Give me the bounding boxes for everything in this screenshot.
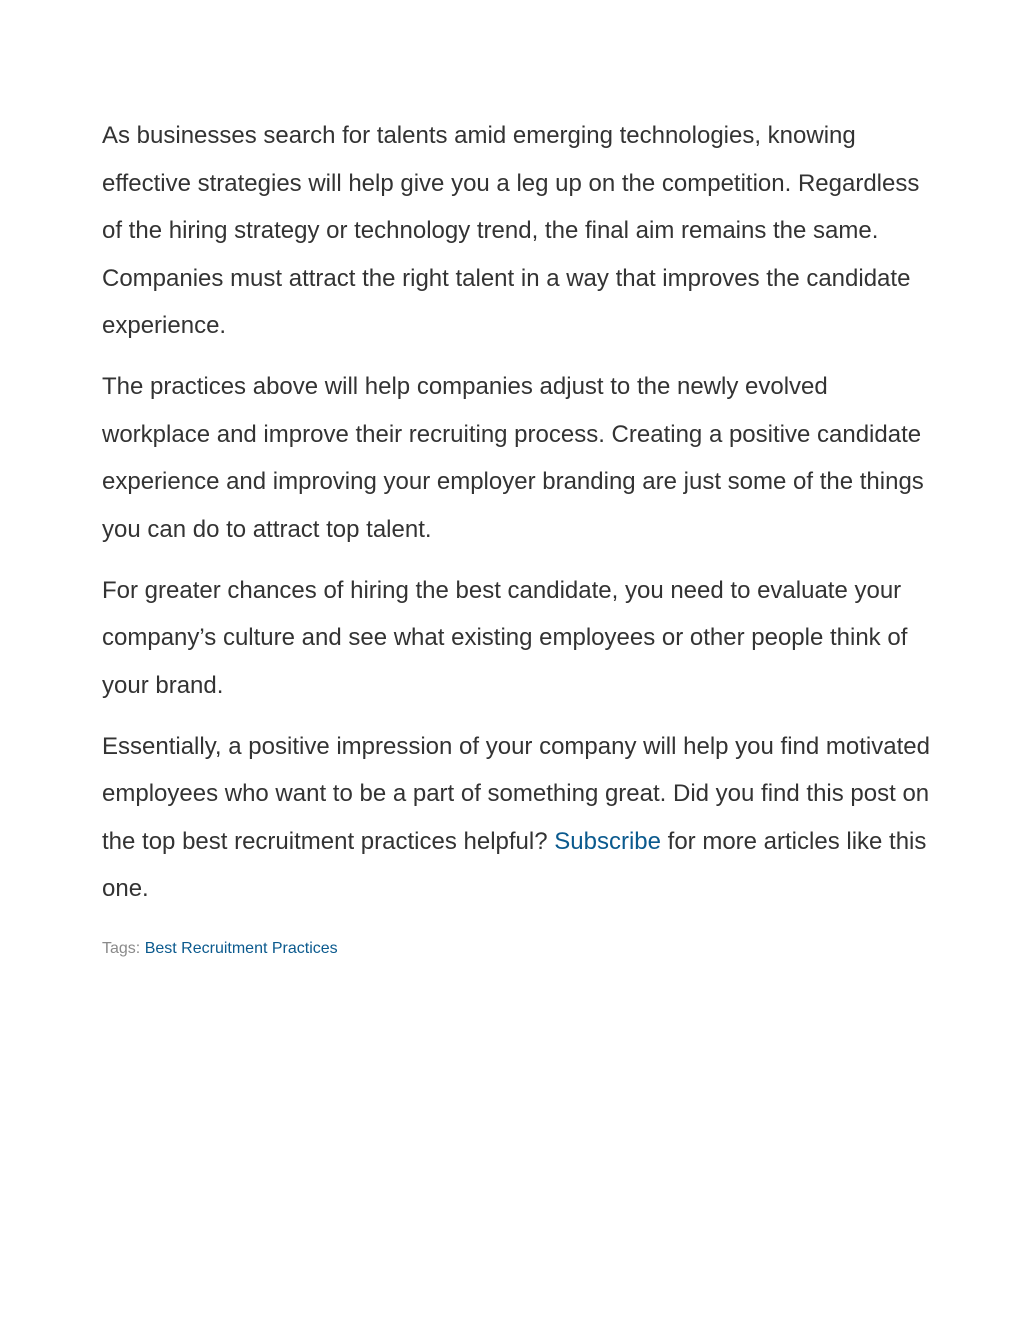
tag-link-best-recruitment-practices[interactable]: Best Recruitment Practices: [144, 939, 338, 957]
article-body: [102, 112, 932, 959]
tags-label: Tags:: [102, 939, 141, 957]
paragraph-culture: For greater chances of hiring the best candidate, you need to evaluate your company’s culture and see what existing employees or other people think of your brand.: [102, 576, 908, 699]
closing-text-before: Essentially, a positive impression of your company will help you find motivated employees who want to be a part of something great. Did you find this post on the top best recruitment practices helpful?: [102, 732, 930, 855]
tags-row: [102, 939, 932, 959]
subscribe-link[interactable]: Subscribe: [554, 827, 661, 855]
paragraph-practices: The practices above will help companies adjust to the newly evolved workplace and improve their recruiting process. Creating a positive candidate experience and improving your employer branding are just some of the things you can do to attract top talent.: [102, 373, 924, 543]
paragraph-intro: As businesses search for talents amid emerging technologies, knowing effective strategies will help give you a leg up on the competition. Regardless of the hiring strategy or technology trend, the final aim remains the same. Companies must attract the right talent in a way that improves the candidate experience.: [102, 122, 920, 339]
paragraph-closing: [102, 723, 932, 913]
closing-text-after: for more articles like this one.: [102, 827, 927, 902]
